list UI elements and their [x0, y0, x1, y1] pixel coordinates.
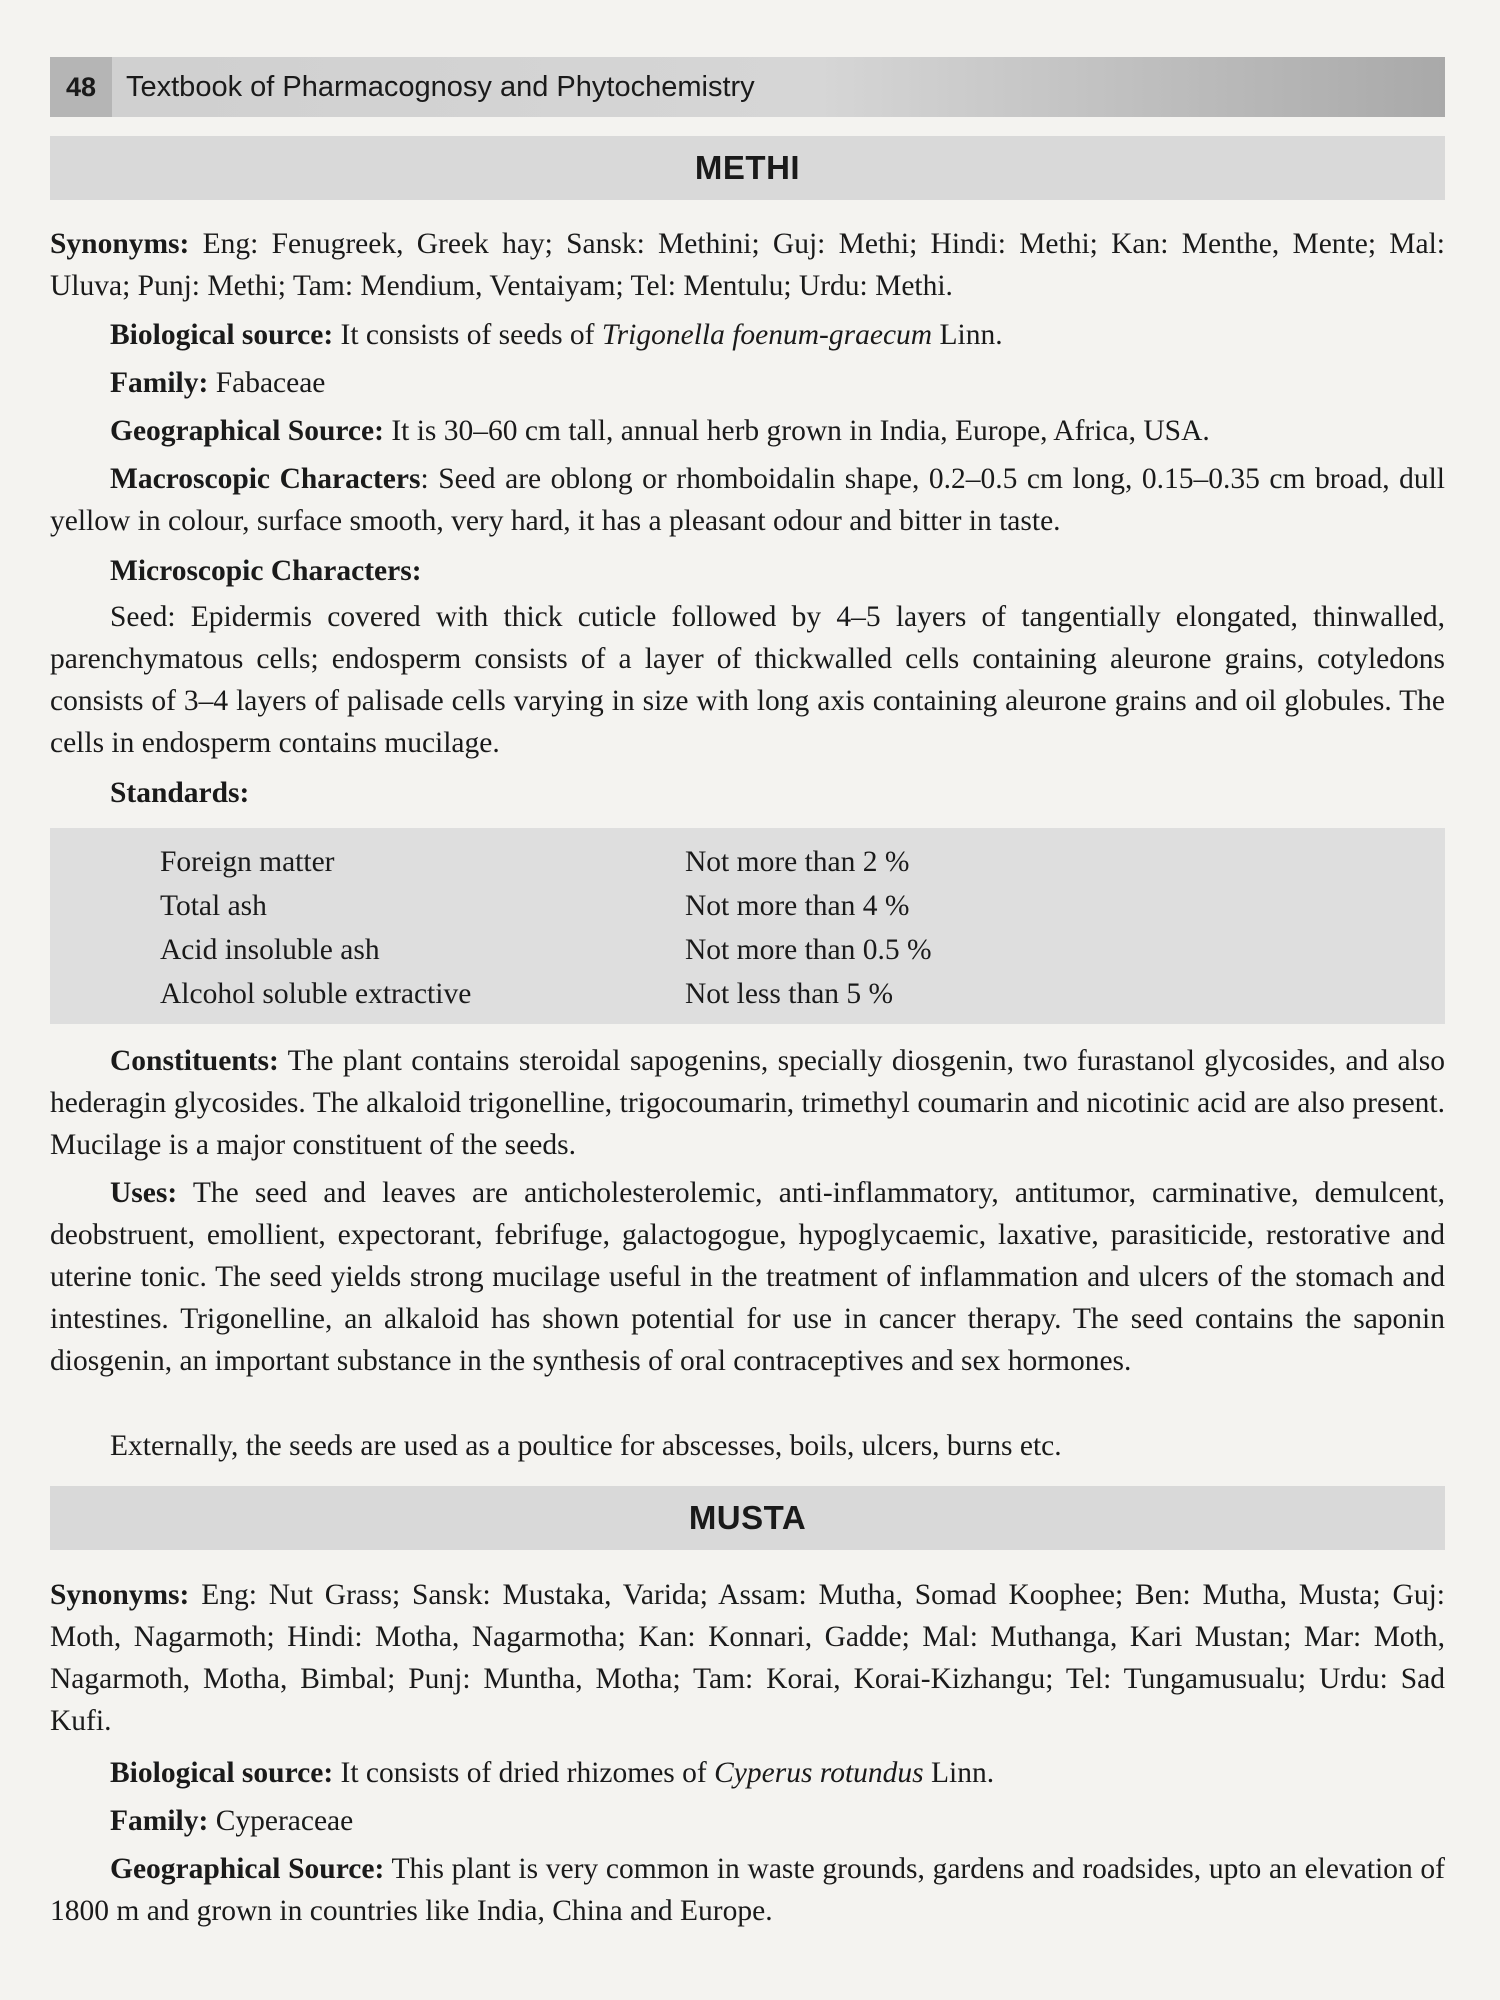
- standard-name: Foreign matter: [160, 846, 335, 878]
- methi-external-use: [50, 1425, 1445, 1467]
- standards-row: [160, 884, 1360, 928]
- text: It consists of dried rhizomes of: [340, 1757, 707, 1789]
- page-header: [50, 57, 1445, 117]
- text: Seed: Epidermis covered with thick cuticle followed by 4–5 layers of tangentially elongated, thinwalled, parenchymatous cells; endosperm consists of a layer of thickwalled cells containing aleurone grains, cotyledons consists of 3–4 layers of palisade cells varying in size with long axis containing aleurone grains and oil globules. The cells in endosperm contains mucilage.: [50, 601, 1445, 759]
- book-title: Textbook of Pharmacognosy and Phytochemistry: [126, 70, 755, 103]
- label: Family:: [110, 1805, 209, 1837]
- text: The seed and leaves are anticholesterolemic, anti-inflammatory, antitumor, carminative, demulcent, deobstruent, emollient, expectorant, febrifuge, galactogogue, hypoglycaemic, laxative, parasiticide, restorative and uterine tonic. The seed yields strong mucilage useful in the treatment of inflammation and ulcers of the stomach and intestines. Trigonelline, an alkaloid has shown potential for use in cancer therapy. The seed contains the saponin diosgenin, an important substance in the synthesis of oral contraceptives and sex hormones.: [50, 1177, 1445, 1377]
- standards-row: [160, 928, 1360, 972]
- text: Cyperaceae: [215, 1805, 354, 1837]
- methi-macroscopic: [50, 458, 1445, 542]
- text: Eng: Nut Grass; Sansk: Mustaka, Varida; Assam: Mutha, Somad Koophee; Ben: Mutha, Musta; Guj: Moth, Nagarmoth; Hindi: Motha, Nagarmotha; Kan: Konnari, Gadde; Mal: Muthanga, Kari Mustan; Mar: Moth, Nagarmoth, Motha, Bimbal; Punj: Muntha, Motha; Tam: Korai, Korai-Kizhangu; Tel: Tungamusualu; Urdu: Sad Kufi.: [50, 1579, 1445, 1737]
- label: Standards:: [110, 777, 250, 809]
- standard-value: Not more than 4 %: [685, 890, 910, 922]
- label: Macroscopic Characters: [110, 463, 421, 495]
- musta-synonyms: [50, 1574, 1445, 1742]
- page-number: 48: [50, 57, 112, 117]
- label: Synonyms:: [50, 1579, 190, 1611]
- musta-family: [50, 1800, 1445, 1842]
- standards-row: [160, 972, 1360, 1016]
- text: Eng: Fenugreek, Greek hay; Sansk: Methini; Guj: Methi; Hindi: Methi; Kan: Menthe, Mente; Mal: Uluva; Punj: Methi; Tam: Mendium, Ventaiyam; Tel: Mentulu; Urdu: Methi.: [50, 228, 1445, 302]
- label: Family:: [110, 367, 209, 399]
- standards-table: [50, 828, 1445, 1024]
- text: Fabaceae: [215, 367, 326, 399]
- standards-row: [160, 840, 1360, 884]
- text: This plant is very common in waste grounds, gardens and roadsides, upto an elevation of 1800 m and grown in countries like India, China and Europe.: [50, 1853, 1446, 1927]
- methi-biological-source: [50, 314, 1445, 356]
- section-heading-methi: [50, 136, 1445, 200]
- text: : Seed are oblong or rhomboidalin shape, 0.2–0.5 cm long, 0.15–0.35 cm broad, dull yellow in colour, surface smooth, very hard, it has a pleasant odour and bitter in taste.: [50, 463, 1446, 537]
- standard-value: Not more than 2 %: [685, 846, 910, 878]
- methi-seed-description: [50, 596, 1445, 764]
- label: Biological source:: [110, 319, 334, 351]
- section-heading-musta: [50, 1486, 1445, 1550]
- label: Geographical Source:: [110, 415, 384, 447]
- section-title: METHI: [694, 149, 801, 186]
- species-name: Cyperus rotundus: [714, 1757, 924, 1789]
- label: Microscopic Characters:: [110, 555, 422, 587]
- text: Linn.: [939, 319, 1003, 351]
- label: Biological source:: [110, 1757, 334, 1789]
- standard-name: Total ash: [160, 890, 267, 922]
- label: Uses:: [110, 1177, 178, 1209]
- text: Externally, the seeds are used as a poultice for abscesses, boils, ulcers, burns etc.: [110, 1430, 1062, 1462]
- methi-constituents: [50, 1040, 1445, 1166]
- methi-microscopic-heading: [50, 550, 1445, 592]
- standard-name: Alcohol soluble extractive: [160, 978, 472, 1010]
- species-name: Trigonella foenum-graecum: [601, 319, 933, 351]
- standard-name: Acid insoluble ash: [160, 934, 380, 966]
- musta-biological-source: [50, 1752, 1445, 1794]
- section-title: MUSTA: [688, 1499, 807, 1536]
- text: Linn.: [931, 1757, 995, 1789]
- standard-value: Not more than 0.5 %: [685, 934, 932, 966]
- label: Constituents:: [110, 1045, 279, 1077]
- text: It consists of seeds of: [340, 319, 595, 351]
- methi-standards-heading: [50, 772, 1445, 814]
- label: Synonyms:: [50, 228, 190, 260]
- methi-uses: [50, 1172, 1445, 1382]
- label: Geographical Source:: [110, 1853, 385, 1885]
- text: The plant contains steroidal sapogenins, specially diosgenin, two furastanol glycosides, and also hederagin glycosides. The alkaloid trigonelline, trigocoumarin, trimethyl coumarin and nicotinic acid are also present. Mucilage is a major constituent of the seeds.: [50, 1045, 1445, 1161]
- methi-geographical-source: [50, 410, 1445, 452]
- standard-value: Not less than 5 %: [685, 978, 894, 1010]
- musta-geographical-source: [50, 1848, 1445, 1932]
- methi-family: [50, 362, 1445, 404]
- text: It is 30–60 cm tall, annual herb grown in India, Europe, Africa, USA.: [391, 415, 1210, 447]
- methi-synonyms: [50, 223, 1445, 307]
